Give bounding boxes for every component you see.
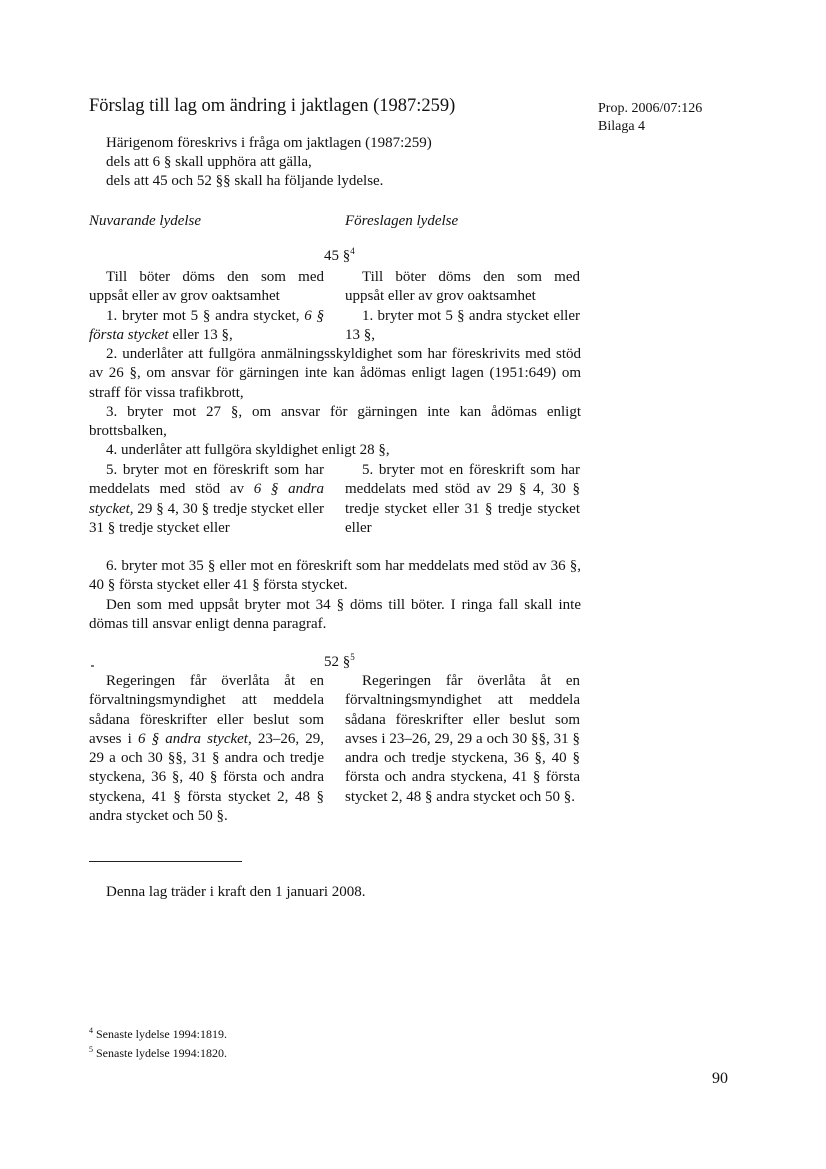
list-item: 1. bryter mot 5 § andra stycket, 6 § första stycket eller 13 §, xyxy=(89,307,325,343)
page-number: 90 xyxy=(712,1070,728,1087)
section-45-proposed-item5 xyxy=(345,461,580,538)
list-item: 3. bryter mot 27 §, om ansvar för gärningen inte kan ådömas enligt brottsbalken, xyxy=(89,403,581,440)
struck-text: 6 § första stycket xyxy=(89,307,325,343)
paragraph: Regeringen får överlåta åt en förvaltningsmyndighet att meddela sådana föreskrifter eller beslut som avses i 23–26, 29, 29 a och 30 §§, 31 § andra och tredje styckena, 36 §, 40 § första och andra styckena, 41 § första stycket 2, 48 § andra stycket och 50 §. xyxy=(345,673,580,805)
section-45-heading xyxy=(324,246,355,265)
intro-line: Härigenom föreskrivs i fråga om jaktlagen (1987:259) xyxy=(106,135,432,151)
intro-line: dels att 45 och 52 §§ skall ha följande lydelse. xyxy=(106,173,384,189)
list-item: 1. bryter mot 5 § andra stycket eller 13 §, xyxy=(345,307,580,343)
intro-text xyxy=(106,134,432,191)
section-label: 52 § xyxy=(324,654,351,670)
section-52-proposed xyxy=(345,672,580,807)
footnote-separator xyxy=(89,861,242,862)
section-45-common-items xyxy=(89,345,581,461)
list-item: 6. bryter mot 35 § eller mot en föreskrift som har meddelats med stöd av 36 §, 40 § första stycket eller 41 § första stycket. xyxy=(89,558,581,594)
column-heading-current: Nuvarande lydelse xyxy=(89,213,202,229)
appendix-label: Bilaga 4 xyxy=(598,119,646,134)
footnote: $^4$ Senaste lydelse 1994:1819. xyxy=(89,1026,227,1041)
proposition-reference xyxy=(598,100,702,136)
document-title: Förslag till lag om ändring i jaktlagen (1987:259) xyxy=(89,96,456,116)
footnote: $^5$ Senaste lydelse 1994:1820. xyxy=(89,1045,227,1060)
section-label: 45 § xyxy=(324,248,351,264)
struck-text: 6 § andra stycket, xyxy=(89,481,324,517)
scan-speck xyxy=(91,665,94,667)
section-45-closing xyxy=(89,557,581,634)
prop-number: Prop. 2006/07:126 xyxy=(598,101,703,116)
section-45-proposed-part1 xyxy=(345,268,580,345)
list-item: 2. underlåter att fullgöra anmälningsskyldighet som har föreskrivits med stöd av 26 §, om ansvar för gärningen inte kan ådömas enligt lagen (1951:649) om straff för vissa trafikbrott, xyxy=(89,346,581,401)
paragraph: Regeringen får överlåta åt en förvaltningsmyndighet att meddela sådana föreskrifter eller beslut som avses i 6 § andra stycket, 23–26, 29, 29 a och 30 §§, 31 § andra och tredje styckena, 36 §, 40 § första och andra styckena, 41 § första stycket 2, 48 § andra stycket och 50 §. xyxy=(89,673,325,825)
footnotes xyxy=(89,1023,227,1061)
paragraph: Till böter döms den som med uppsåt eller av grov oaktsamhet xyxy=(89,269,324,305)
list-item: 5. bryter mot en föreskrift som har meddelats med stöd av 6 § andra stycket, 29 § 4, 30 § tredje stycket eller 31 § tredje stycket eller xyxy=(89,462,324,536)
footnote-marker: 5 xyxy=(350,652,355,662)
section-52-heading xyxy=(324,652,355,671)
column-heading-proposed: Föreslagen lydelse xyxy=(345,213,459,229)
footnote-marker: 4 xyxy=(350,246,355,256)
list-item: 5. bryter mot en föreskrift som har meddelats med stöd av 29 § 4, 30 § tredje stycket eller 31 § tredje stycket eller xyxy=(345,462,580,536)
effective-date-text: Denna lag träder i kraft den 1 januari 2008. xyxy=(106,884,366,900)
struck-text: 6 § andra stycket, xyxy=(137,730,252,747)
paragraph: Till böter döms den som med uppsåt eller av grov oaktsamhet xyxy=(345,269,580,305)
section-45-current-part1 xyxy=(89,268,324,345)
section-52-current xyxy=(89,672,324,826)
list-item: 4. underlåter att fullgöra skyldighet enligt 28 §, xyxy=(106,442,390,459)
intro-line: dels att 6 § skall upphöra att gälla, xyxy=(106,154,312,170)
paragraph: Den som med uppsåt bryter mot 34 § döms till böter. I ringa fall skall inte dömas till ansvar enligt denna paragraf. xyxy=(89,596,581,632)
section-45-current-item5 xyxy=(89,461,324,538)
